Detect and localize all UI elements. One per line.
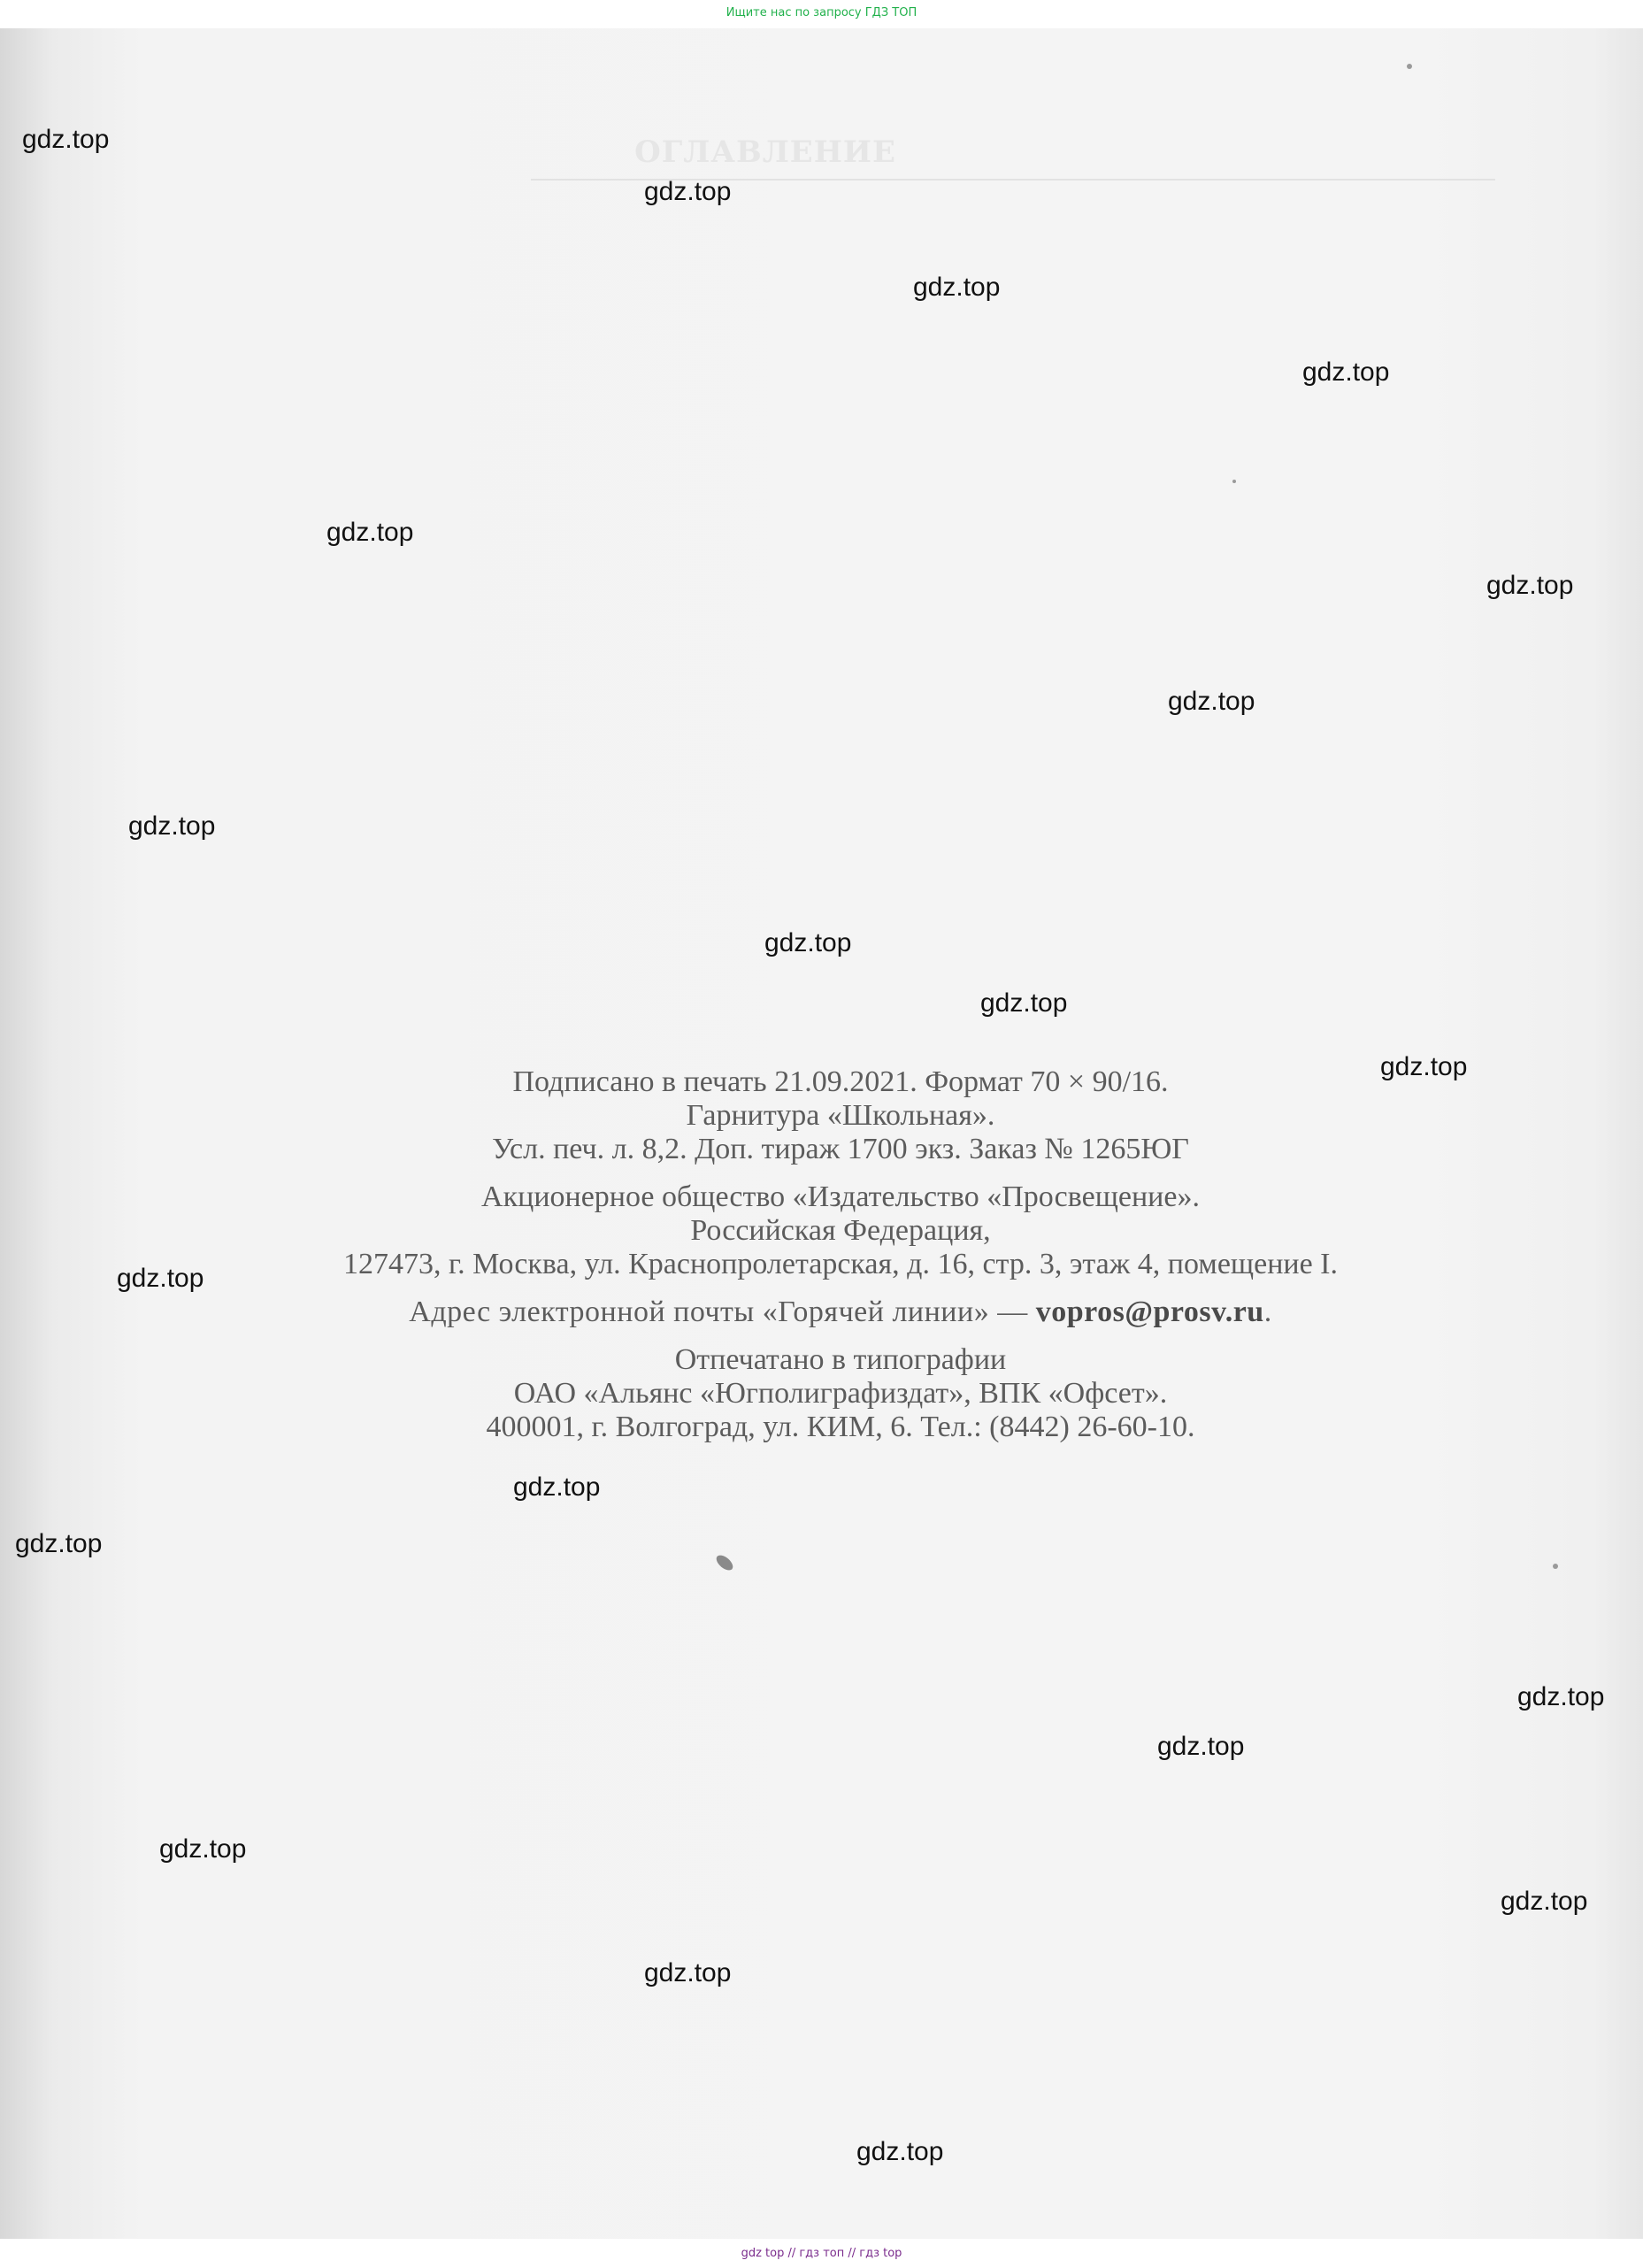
watermark-text: gdz.top <box>913 273 1001 302</box>
hotline-suffix: . <box>1263 1295 1272 1328</box>
scanned-page <box>0 28 1643 2239</box>
dust-speck <box>1553 1564 1558 1569</box>
watermark-text: gdz.top <box>1501 1887 1588 1916</box>
publisher-line: Акционерное общество «Издательство «Просвещение». <box>481 1180 1200 1213</box>
ghost-heading-bleedthrough: ОГЛАВЛЕНИЕ <box>634 135 896 170</box>
imprint-block <box>124 1065 1557 1458</box>
watermark-text: gdz.top <box>1517 1682 1605 1711</box>
print-info-line: Усл. печ. л. 8,2. Доп. тираж 1700 экз. Заказ № 1265ЮГ <box>492 1133 1189 1165</box>
watermark-text: gdz.top <box>117 1264 204 1293</box>
printer-line: Отпечатано в типографии <box>674 1343 1007 1376</box>
watermark-text: gdz.top <box>513 1472 601 1502</box>
hotline-info <box>124 1295 1557 1329</box>
print-info-line: Гарнитура «Школьная». <box>686 1099 995 1132</box>
hotline-label: Адрес электронной почты «Горячей линии» — <box>409 1295 1028 1328</box>
watermark-text: gdz.top <box>1486 571 1574 600</box>
dust-speck <box>714 1552 736 1572</box>
dust-speck <box>1407 64 1412 69</box>
publisher-line: Российская Федерация, <box>690 1214 991 1247</box>
watermark-text: gdz.top <box>1380 1052 1468 1081</box>
watermark-text: gdz.top <box>644 1958 732 1987</box>
publisher-info <box>124 1180 1557 1281</box>
top-banner: Ищите нас по запросу ГДЗ ТОП <box>726 6 917 19</box>
watermark-text: gdz.top <box>1157 1732 1245 1761</box>
print-info-line: Подписано в печать 21.09.2021. Формат 70 × 90/16. <box>512 1065 1169 1098</box>
watermark-text: gdz.top <box>128 811 216 841</box>
watermark-text: gdz.top <box>326 518 414 547</box>
printer-info <box>124 1343 1557 1444</box>
printer-line: ОАО «Альянс «Югполиграфиздат», ВПК «Офсет». <box>513 1377 1168 1410</box>
watermark-text: gdz.top <box>22 125 110 154</box>
hotline-line <box>124 1295 1557 1329</box>
print-info <box>124 1065 1557 1166</box>
hotline-email: vopros@prosv.ru <box>1035 1295 1264 1328</box>
publisher-line: 127473, г. Москва, ул. Краснопролетарская, д. 16, стр. 3, этаж 4, помещение I. <box>342 1248 1338 1280</box>
watermark-text: gdz.top <box>1302 357 1390 387</box>
watermark-text: gdz.top <box>856 2137 944 2166</box>
watermark-text: gdz.top <box>764 928 852 957</box>
watermark-text: gdz.top <box>1168 687 1255 716</box>
watermark-text: gdz.top <box>15 1529 103 1558</box>
watermark-text: gdz.top <box>644 177 732 206</box>
dust-speck <box>1232 480 1236 483</box>
watermark-text: gdz.top <box>159 1834 247 1864</box>
bottom-bar: gdz top // гдз топ // гдз top <box>0 2239 1643 2268</box>
watermark-text: gdz.top <box>980 988 1068 1018</box>
printer-line: 400001, г. Волгоград, ул. КИМ, 6. Тел.: (8442) 26-60-10. <box>486 1411 1195 1443</box>
